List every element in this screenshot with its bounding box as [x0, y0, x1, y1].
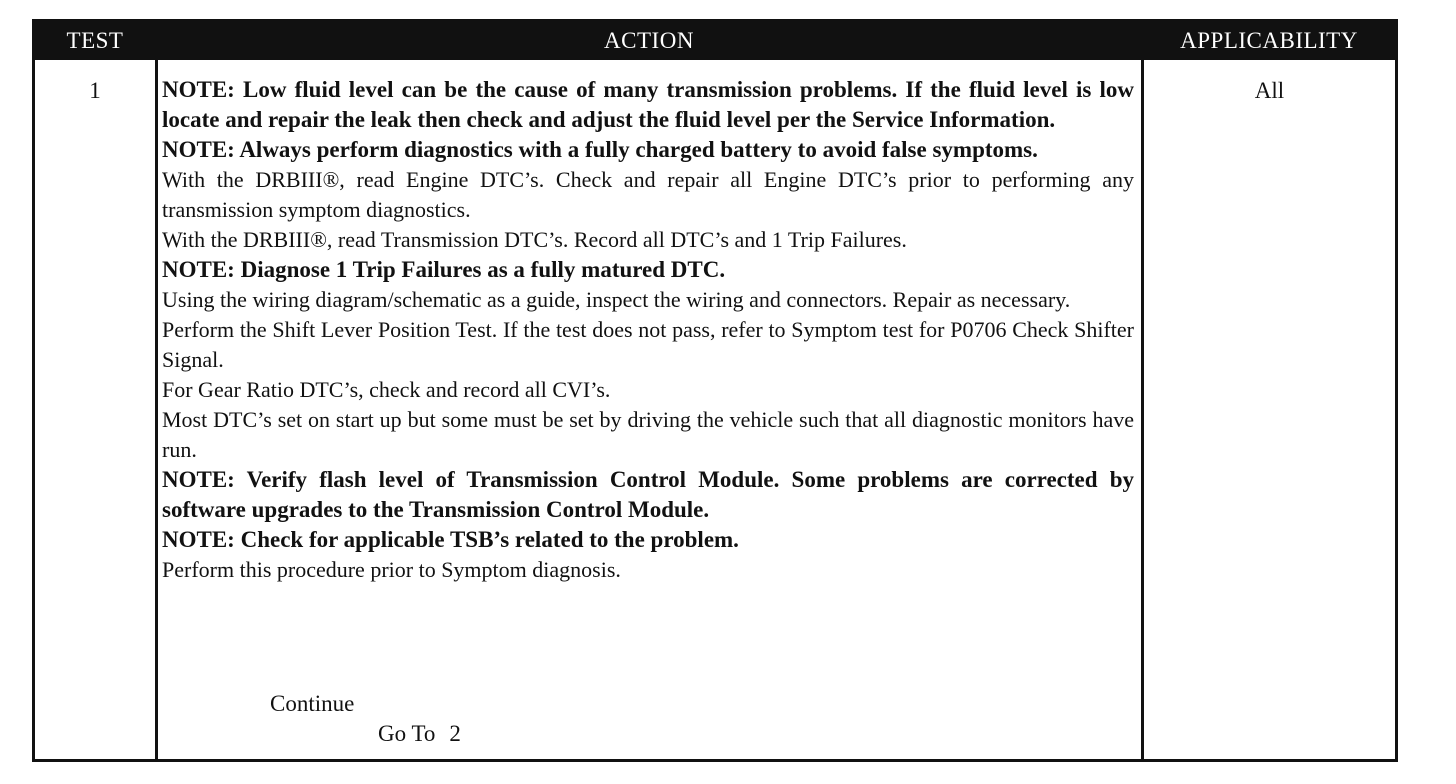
column-divider-action-applicability [1141, 60, 1144, 759]
diagnostic-test-table [32, 19, 1398, 762]
header-test: TEST [66, 28, 124, 53]
note-paragraph: NOTE: Diagnose 1 Trip Failures as a fully matured DTC. [162, 257, 726, 282]
instruction-paragraph: With the DRBIII®, read Transmission DTC’s. Record all DTC’s and 1 Trip Failures. [162, 227, 907, 252]
action-cell [162, 75, 1134, 585]
continue-label: Continue [270, 691, 355, 716]
instruction-paragraph: Using the wiring diagram/schematic as a guide, inspect the wiring and connectors. Repair as necessary. [162, 287, 1071, 312]
instruction-paragraph: For Gear Ratio DTC’s, check and record all CVI’s. [162, 377, 611, 402]
column-divider-test-action [155, 60, 158, 759]
instruction-paragraph: Perform this procedure prior to Symptom diagnosis. [162, 557, 621, 582]
instruction-paragraph: Perform the Shift Lever Position Test. If the test does not pass, refer to Symptom test for P0706 Check Shifter Signal. [162, 317, 1134, 372]
note-paragraph: NOTE: Check for applicable TSB’s related to the problem. [162, 527, 739, 552]
note-paragraph: NOTE: Always perform diagnostics with a fully charged battery to avoid false symptoms. [162, 137, 1038, 162]
goto-label: Go To [378, 721, 436, 746]
applicability-cell: All [1254, 78, 1285, 103]
note-paragraph: NOTE: Verify flash level of Transmission Control Module. Some problems are corrected by software upgrades to the Transmission Control Module. [162, 467, 1134, 522]
note-paragraph: NOTE: Low fluid level can be the cause of many transmission problems. If the fluid level is low locate and repair the leak then check and adjust the fluid level per the Service Information. [162, 77, 1134, 132]
goto-instruction [378, 721, 461, 747]
table-header [35, 22, 1395, 60]
instruction-paragraph: With the DRBIII®, read Engine DTC’s. Check and repair all Engine DTC’s prior to performing any transmission symptom diagnostics. [162, 167, 1134, 222]
goto-target[interactable]: 2 [449, 721, 461, 746]
test-number-cell: 1 [89, 78, 101, 103]
instruction-paragraph: Most DTC’s set on start up but some must be set by driving the vehicle such that all diagnostic monitors have run. [162, 407, 1134, 462]
header-applicability: APPLICABILITY [1180, 28, 1358, 53]
header-action: ACTION [604, 28, 694, 53]
